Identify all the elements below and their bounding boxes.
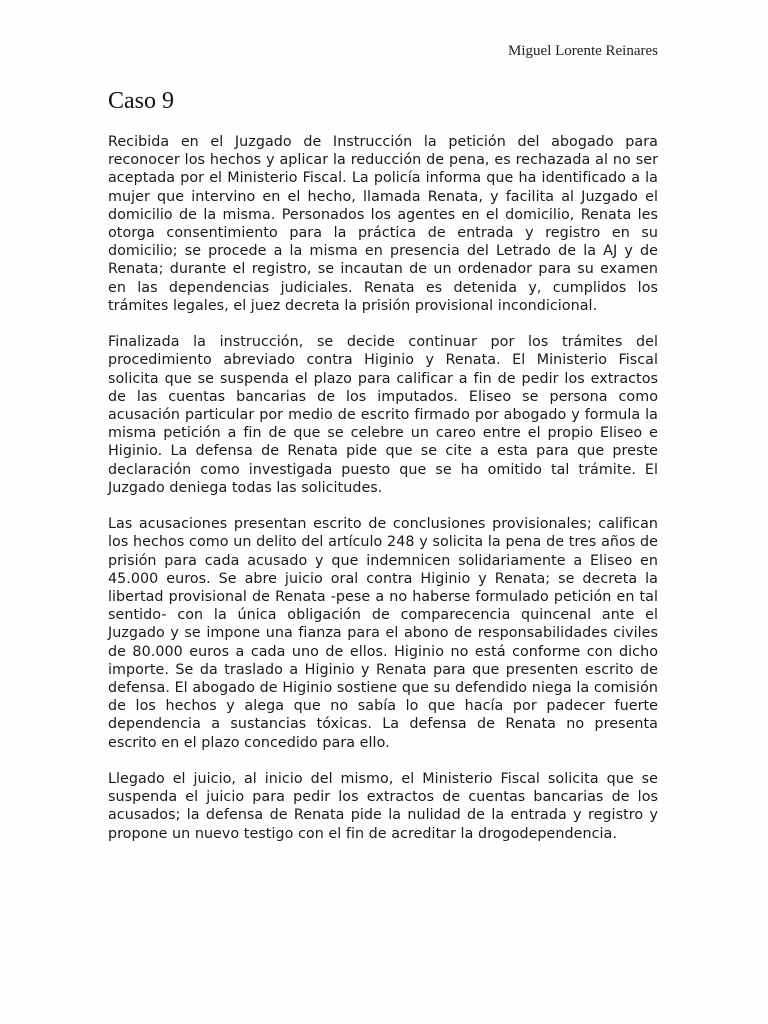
paragraph-2: Finalizada la instrucción, se decide continuar por los trámites del procedimiento abreviado contra Higinio y Renata. El Ministerio Fiscal solicita que se suspenda el plazo para calificar a fin de pedir los extractos de las cuentas bancarias de los imputados. Eliseo se persona como acusación particular por medio de escrito firmado por abogado y formula la misma petición a fin de que se celebre un careo entre el propio Eliseo e Higinio. La defensa de Renata pide que se cite a esta para que preste declaración como investigada puesto que se ha omitido tal trámite. El Juzgado deniega todas las solicitudes. <box>108 334 658 496</box>
paragraph-3: Las acusaciones presentan escrito de conclusiones provisionales; califican los hechos como un delito del artículo 248 y solicita la pena de tres años de prisión para cada acusado y que indemnicen solidariamente a Eliseo en 45.000 euros. Se abre juicio oral contra Higinio y Renata; se decreta la libertad provisional de Renata -pese a no haberse formulado petición en tal sentido- con la única obligación de comparecencia quincenal ante el Juzgado y se impone una fianza para el abono de responsabilidades civiles de 80.000 euros a cada uno de ellos. Higinio no está conforme con dicho importe. Se da traslado a Higinio y Renata para que presenten escrito de defensa. El abogado de Higinio sostiene que su defendido niega la comisión de los hechos y alega que no sabía lo que hacía por padecer fuerte dependencia a sustancias tóxicas. La defensa de Renata no presenta escrito en el plazo concedido para ello. <box>108 516 658 751</box>
paragraph-1: Recibida en el Juzgado de Instrucción la petición del abogado para reconocer los hechos y aplicar la reducción de pena, es rechazada al no ser aceptada por el Ministerio Fiscal. La policía informa que ha identificado a la mujer que intervino en el hecho, llamada Renata, y facilita al Juzgado el domicilio de la misma. Personados los agentes en el domicilio, Renata les otorga consentimiento para la práctica de entrada y registro en su domicilio; se procede a la misma en presencia del Letrado de la AJ y de Renata; durante el registro, se incautan de un ordenador para su examen en las dependencias judiciales. Renata es detenida y, cumplidos los trámites legales, el juez decreta la prisión provisional incondicional. <box>108 134 658 314</box>
document-body <box>108 133 658 861</box>
case-title: Caso 9 <box>108 88 174 114</box>
running-header-author: Miguel Lorente Reinares <box>508 43 658 59</box>
paragraph-4: Llegado el juicio, al inicio del mismo, el Ministerio Fiscal solicita que se suspenda el juicio para pedir los extractos de cuentas bancarias de los acusados; la defensa de Renata pide la nulidad de la entrada y registro y propone un nuevo testigo con el fin de acreditar la drogodependencia. <box>108 771 658 842</box>
